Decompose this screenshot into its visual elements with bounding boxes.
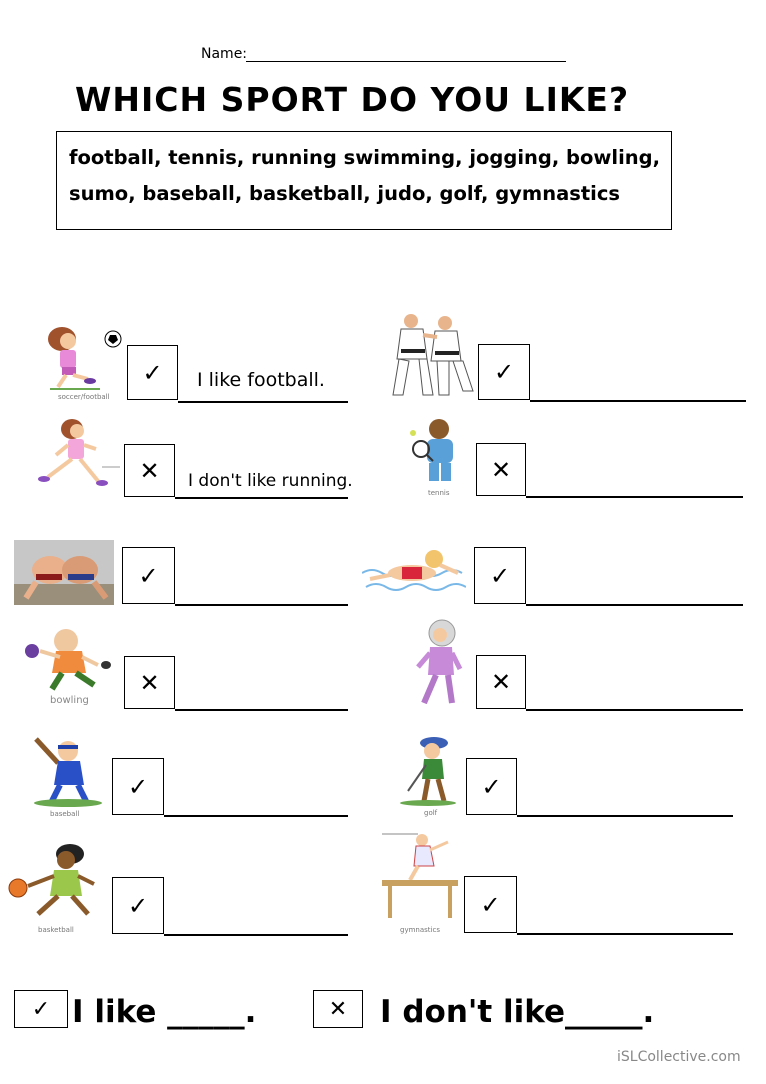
- picture-caption: golf: [424, 809, 438, 817]
- answer-example-text: I don't like running.: [188, 471, 353, 491]
- tennis-player-picture: [405, 415, 467, 493]
- check-box: ✓: [127, 345, 178, 400]
- footer-cross-box: ✕: [313, 990, 363, 1028]
- answer-line[interactable]: [175, 602, 348, 606]
- word-box: [56, 131, 672, 230]
- cross-box: ✕: [124, 444, 175, 497]
- name-field[interactable]: [246, 46, 566, 62]
- running-girl-picture: [32, 415, 124, 495]
- golfer-picture: [398, 733, 460, 811]
- check-box: ✓: [464, 876, 517, 933]
- picture-caption: baseball: [50, 810, 80, 818]
- picture-caption: basketball: [38, 926, 74, 934]
- baseball-player-picture: [30, 733, 104, 809]
- gymnast-picture: [378, 828, 464, 926]
- check-box: ✓: [112, 758, 164, 815]
- picture-caption: tennis: [428, 489, 450, 497]
- judo-fighters-picture: [383, 309, 478, 402]
- check-box: ✓: [474, 547, 526, 604]
- answer-line[interactable]: [526, 602, 743, 606]
- answer-line[interactable]: [175, 495, 348, 499]
- check-box: ✓: [478, 344, 530, 400]
- word-box-line-2: sumo, baseball, basketball, judo, golf, gymnastics: [69, 182, 621, 205]
- answer-line[interactable]: [175, 707, 348, 711]
- footer-dislike-text: I don't like_____.: [380, 994, 655, 1030]
- swimmer-picture: [362, 543, 466, 603]
- check-box: ✓: [122, 547, 175, 604]
- footer-like-text: I like _____.: [72, 994, 257, 1030]
- name-label: Name:: [201, 46, 248, 62]
- jogging-woman-picture: [410, 617, 466, 711]
- page-title: WHICH SPORT DO YOU LIKE?: [75, 80, 630, 119]
- basketball-girl-picture: [8, 840, 104, 930]
- word-box-line-1: football, tennis, running swimming, jogging, bowling,: [69, 146, 661, 169]
- answer-line[interactable]: [164, 813, 348, 817]
- answer-line[interactable]: [178, 399, 348, 403]
- watermark: iSLCollective.com: [617, 1049, 741, 1065]
- answer-line[interactable]: [517, 931, 733, 935]
- answer-line[interactable]: [526, 494, 743, 498]
- cross-box: ✕: [476, 655, 526, 709]
- cross-box: ✕: [124, 656, 175, 709]
- picture-caption: bowling: [50, 695, 89, 706]
- sumo-wrestlers-picture: [14, 540, 114, 605]
- bowling-man-picture: [24, 625, 112, 695]
- picture-caption: soccer/football: [58, 393, 110, 401]
- soccer-girl-picture: [40, 323, 126, 399]
- answer-line[interactable]: [164, 932, 348, 936]
- answer-example-text: I like football.: [197, 369, 325, 391]
- cross-box: ✕: [476, 443, 526, 496]
- check-box: ✓: [112, 877, 164, 934]
- check-box: ✓: [466, 758, 517, 815]
- picture-caption: gymnastics: [400, 926, 440, 934]
- answer-line[interactable]: [526, 707, 743, 711]
- answer-line[interactable]: [530, 398, 746, 402]
- footer-check-box: ✓: [14, 990, 68, 1028]
- answer-line[interactable]: [517, 813, 733, 817]
